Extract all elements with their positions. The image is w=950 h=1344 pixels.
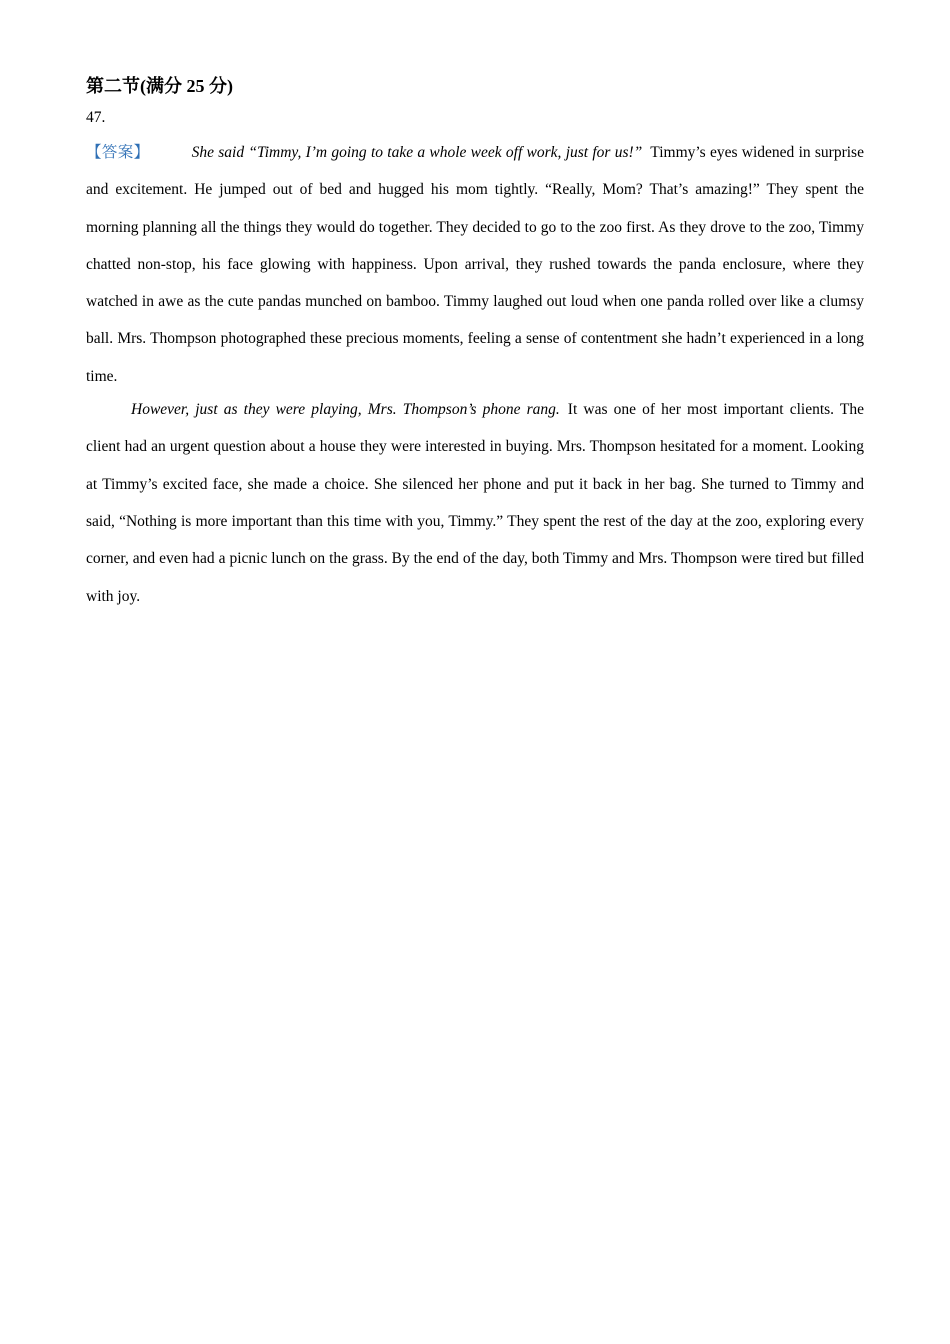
document-page: [86, 72, 864, 615]
paragraph-2-body: It was one of her most important clients. The client had an urgent question about a house they were interested in buying. Mrs. Thompson hesitated for a moment. Looking at Timmy’s excited face, she made a choice. She silenced her phone and put it back in her bag. She turned to Timmy and said, “Nothing is more important than this time with you, Timmy.” They spent the rest of the day at the zoo, exploring every corner, and even had a picnic lunch on the grass. By the end of the day, both Timmy and Mrs. Thompson were tired but filled with joy.: [86, 401, 864, 605]
answer-paragraph-2: [86, 391, 864, 615]
question-number: 47.: [86, 109, 106, 126]
given-sentence-2: However, just as they were playing, Mrs. Thompson’s phone rang.: [131, 401, 560, 419]
answer-paragraph-1: [86, 134, 864, 395]
paragraph-1-body: Timmy’s eyes widened in surprise and excitement. He jumped out of bed and hugged his mom tightly. “Really, Mom? That’s amazing!” They spent the morning planning all the things they would do together. They decided to go to the zoo first. As they drove to the zoo, Timmy chatted non-stop, his face glowing with happiness. Upon arrival, they rushed towards the panda enclosure, where they watched in awe as the cute pandas munched on bamboo. Timmy laughed out loud when one panda rolled over like a clumsy ball. Mrs. Thompson photographed these precious moments, feeling a sense of contentment she hadn’t experienced in a long time.: [86, 144, 864, 385]
section-title: 第二节(满分 25 分): [86, 76, 233, 96]
given-sentence-1: She said “Timmy, I’m going to take a whole week off work, just for us!”: [191, 144, 643, 161]
answer-tag: 【答案】: [86, 144, 150, 161]
